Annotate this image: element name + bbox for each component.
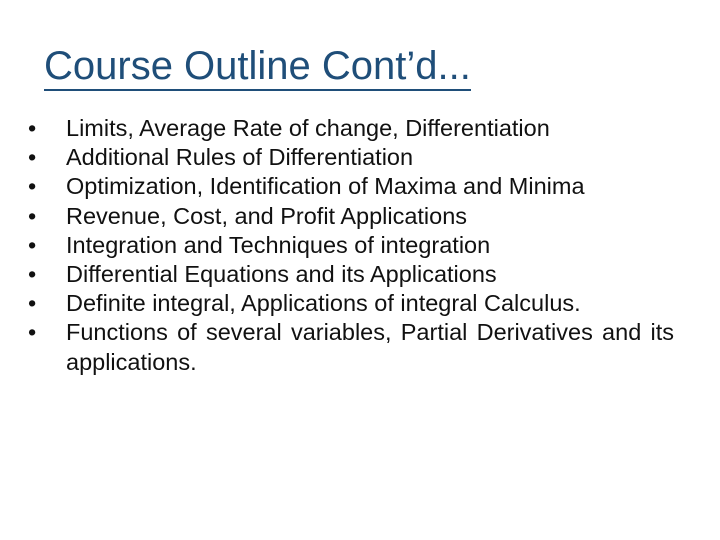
list-item-text: Differential Equations and its Applications: [66, 261, 497, 288]
list-item-text: Optimization, Identification of Maxima and Minima: [66, 173, 585, 200]
bullet-icon: •: [28, 144, 37, 171]
list-item: [26, 231, 674, 260]
list-item: [26, 260, 674, 289]
list-item-text: Integration and Techniques of integration: [66, 231, 491, 258]
bullet-icon: •: [28, 173, 37, 200]
list-item-text: Definite integral, Applications of integral Calculus.: [66, 290, 581, 317]
list-item: [26, 143, 674, 172]
bullet-icon: •: [28, 202, 37, 229]
bullet-icon: •: [28, 290, 37, 317]
bullet-icon: •: [28, 319, 37, 346]
list-item: [26, 114, 674, 143]
bullet-icon: •: [28, 231, 37, 258]
list-item-text: Revenue, Cost, and Profit Applications: [66, 202, 468, 229]
list-item-text: Functions of several variables, Partial Derivatives and its applications.: [66, 319, 674, 375]
list-item: [26, 318, 674, 376]
bullet-icon: •: [28, 261, 37, 288]
list-item: [26, 202, 674, 231]
course-outline-list: [26, 114, 674, 377]
list-item-text: Additional Rules of Differentiation: [66, 144, 414, 171]
list-item: [26, 172, 674, 201]
slide-title: Course Outline Cont’d...: [44, 44, 471, 91]
list-item: [26, 289, 674, 318]
list-item-text: Limits, Average Rate of change, Differentiation: [66, 115, 550, 141]
bullet-icon: •: [28, 115, 37, 141]
